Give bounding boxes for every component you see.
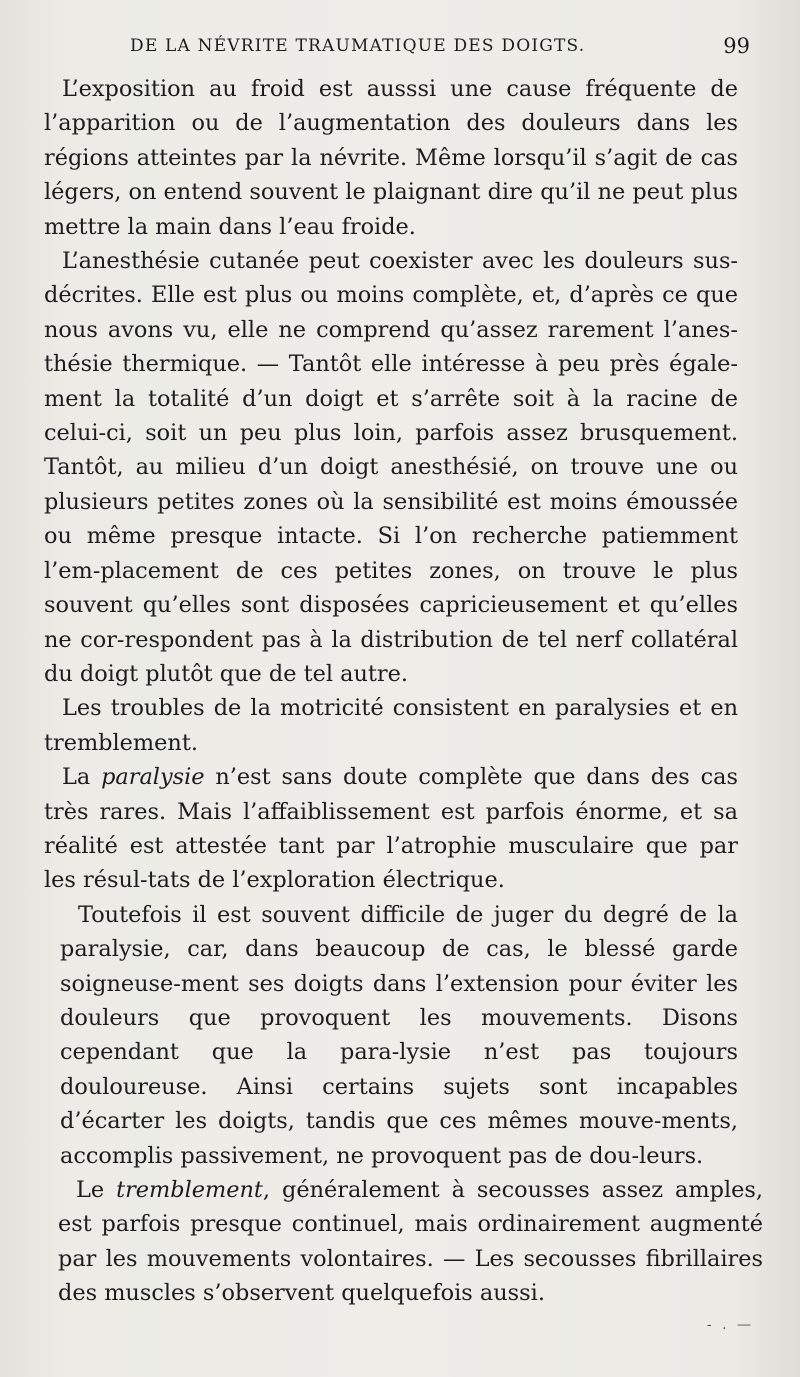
running-title: DE LA NÉVRITE TRAUMATIQUE DES DOIGTS.: [130, 36, 586, 56]
paragraph-paralysis: [44, 760, 738, 898]
paragraph-tremor-start: Le: [76, 1177, 117, 1203]
paragraph-tremor-rest: , généralement à secousses assez amples, est parfois presque continuel, mais ordinairement augmenté par les mouvements volontaires. — Les secousses fibrillaires des muscles s’observent quelquefois aussi.: [58, 1177, 763, 1307]
paralysie-emphasis: paralysie: [101, 764, 205, 791]
paragraph-cold-exposure: L’exposition au froid est ausssi une cause fréquente de l’apparition ou de l’augmentation des douleurs dans les régions atteintes par la névrite. Même lorsqu’il s’agit de cas légers, on entend souvent le plaignant dire qu’il ne peut plus mettre la main dans l’eau froide.: [44, 76, 738, 240]
paragraph-paralysis-rest: n’est sans doute complète que dans des cas très rares. Mais l’affaiblissement est parfois énorme, et sa réalité est attestée tant par l’atrophie musculaire que par les résul-tats de l’exploration électrique.: [44, 764, 738, 894]
paragraph-motor-troubles: Les troubles de la motricité consistent en paralysies et en tremblement.: [44, 695, 738, 756]
paragraph-tremor: [44, 1173, 763, 1311]
tremblement-emphasis: tremblement: [116, 1177, 263, 1203]
body-text: [44, 72, 763, 1311]
paragraph-paralysis-difficulty: Toutefois il est souvent difficile de juger du degré de la paralysie, car, dans beaucoup de cas, le blessé garde soigneuse-ment ses doigts dans l’extension pour éviter les douleurs que provoquent les mouvements. Disons cependant que la para-lysie n’est pas toujours douloureuse. Ainsi certains sujets sont incapables d’écarter les doigts, tandis que ces mêmes mouve-ments, accomplis passivement, ne provoquent pas de dou-leurs.: [60, 901, 738, 1169]
page-header: [130, 34, 750, 60]
paragraph-paralysis-start: La: [62, 764, 102, 791]
page-number: 99: [723, 34, 750, 58]
footer-ornament: - . —: [706, 1317, 754, 1333]
paragraph-anesthesia: L’anesthésie cutanée peut coexister avec les douleurs sus-décrites. Elle est plus ou moins complète, et, d’après ce que nous avons vu, elle ne comprend qu’assez rarement l’anes-thésie thermique. — Tantôt elle intéresse à peu près égale-ment la totalité d’un doigt et s’arrête soit à la racine de celui-ci, soit un peu plus loin, parfois assez brusquement. Tantôt, au milieu d’un doigt anesthésié, on trouve une ou plusieurs petites zones où la sensibilité est moins émoussée ou même presque intacte. Si l’on recherche patiemment l’em-placement de ces petites zones, on trouve le plus souvent qu’elles sont disposées capricieusement et qu’elles ne cor-respondent pas à la distribution de tel nerf collatéral du doigt plutôt que de tel autre.: [44, 248, 738, 687]
